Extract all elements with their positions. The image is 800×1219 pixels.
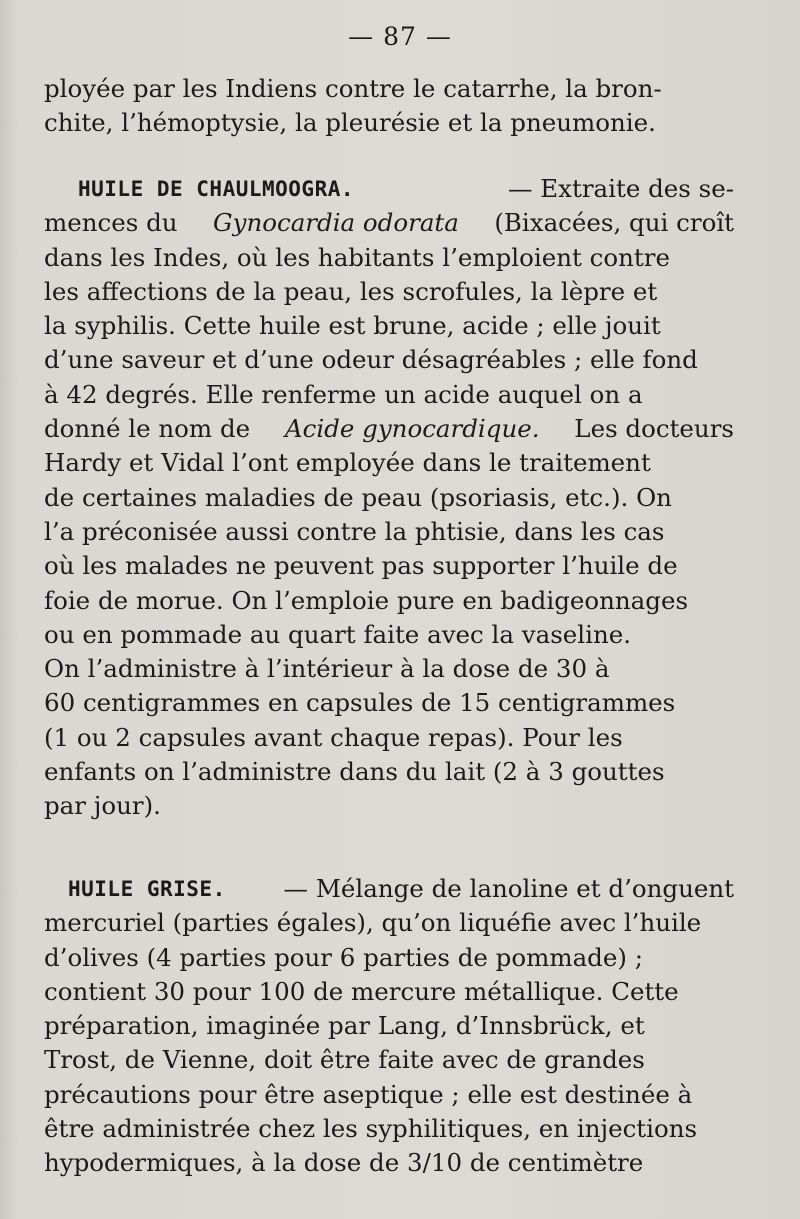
text-line: chite, l’hémoptysie, la pleurésie et la pneumonie. bbox=[44, 108, 656, 138]
text-line bbox=[44, 412, 734, 446]
text-fragment: mences du bbox=[44, 208, 178, 238]
text-line: l’a préconisée aussi contre la phtisie, dans les cas bbox=[44, 516, 665, 546]
text-line: de certaines maladies de peau (psoriasis, etc.). On bbox=[44, 482, 672, 512]
italic-term: Gynocardia odorata bbox=[213, 208, 459, 238]
text-line: par jour). bbox=[44, 791, 161, 821]
paragraph-huile-grise bbox=[44, 872, 734, 1181]
text-line: contient 30 pour 100 de mercure métallique. Cette bbox=[44, 976, 679, 1006]
text-line: (1 ou 2 capsules avant chaque repas). Pour les bbox=[44, 722, 623, 752]
text-line: Hardy et Vidal l’ont employée dans le traitement bbox=[44, 448, 651, 478]
text-line bbox=[44, 872, 734, 906]
text-line: Trost, de Vienne, doit être faite avec de grandes bbox=[44, 1045, 645, 1075]
text-fragment: — Mélange de lanoline et d’onguent bbox=[283, 874, 734, 903]
text-line: ou en pommade au quart faite avec la vaseline. bbox=[44, 619, 632, 649]
text-line: On l’administre à l’intérieur à la dose de 30 à bbox=[44, 654, 610, 684]
text-line bbox=[44, 172, 734, 206]
paragraph-continuation bbox=[44, 72, 734, 141]
text-line: ployée par les Indiens contre le catarrhe, la bron- bbox=[44, 74, 662, 103]
page-number: — 87 — bbox=[348, 22, 452, 51]
text-line: où les malades ne peuvent pas supporter l’huile de bbox=[44, 551, 678, 581]
text-line: d’olives (4 parties pour 6 parties de pommade) ; bbox=[44, 942, 643, 972]
entry-heading: HUILE DE CHAULMOOGRA. bbox=[78, 177, 355, 201]
text-line: à 42 degrés. Elle renferme un acide auquel on a bbox=[44, 379, 643, 409]
paragraph-chaulmoogra bbox=[44, 172, 734, 824]
text-line: enfants on l’administre dans du lait (2 à 3 gouttes bbox=[44, 757, 665, 787]
text-line: d’une saveur et d’une odeur désagréables ; elle fond bbox=[44, 345, 698, 375]
entry-heading: HUILE GRISE. bbox=[68, 877, 226, 901]
text-fragment: Les docteurs bbox=[574, 414, 734, 444]
text-line: mercuriel (parties égales), qu’on liquéfie avec l’huile bbox=[44, 908, 702, 938]
text-line: 60 centigrammes en capsules de 15 centigrammes bbox=[44, 688, 676, 718]
text-line: dans les Indes, où les habitants l’emploient contre bbox=[44, 242, 670, 272]
text-fragment: — Extraite des se- bbox=[507, 174, 734, 203]
text-line: la syphilis. Cette huile est brune, acide ; elle jouit bbox=[44, 311, 661, 341]
text-line: être administrée chez les syphilitiques, en injections bbox=[44, 1114, 698, 1144]
text-line: précautions pour être aseptique ; elle est destinée à bbox=[44, 1079, 693, 1109]
text-line: les affections de la peau, les scrofules, la lèpre et bbox=[44, 276, 658, 306]
text-line: foie de morue. On l’emploie pure en badigeonnages bbox=[44, 585, 689, 615]
text-line: préparation, imaginée par Lang, d’Innsbrück, et bbox=[44, 1011, 645, 1041]
text-line: hypodermiques, à la dose de 3/10 de centimètre bbox=[44, 1148, 644, 1178]
text-fragment: (Bixacées, qui croît bbox=[494, 208, 734, 238]
text-line bbox=[44, 206, 734, 240]
italic-term: Acide gynocardique. bbox=[284, 414, 540, 444]
text-fragment: donné le nom de bbox=[44, 414, 251, 444]
